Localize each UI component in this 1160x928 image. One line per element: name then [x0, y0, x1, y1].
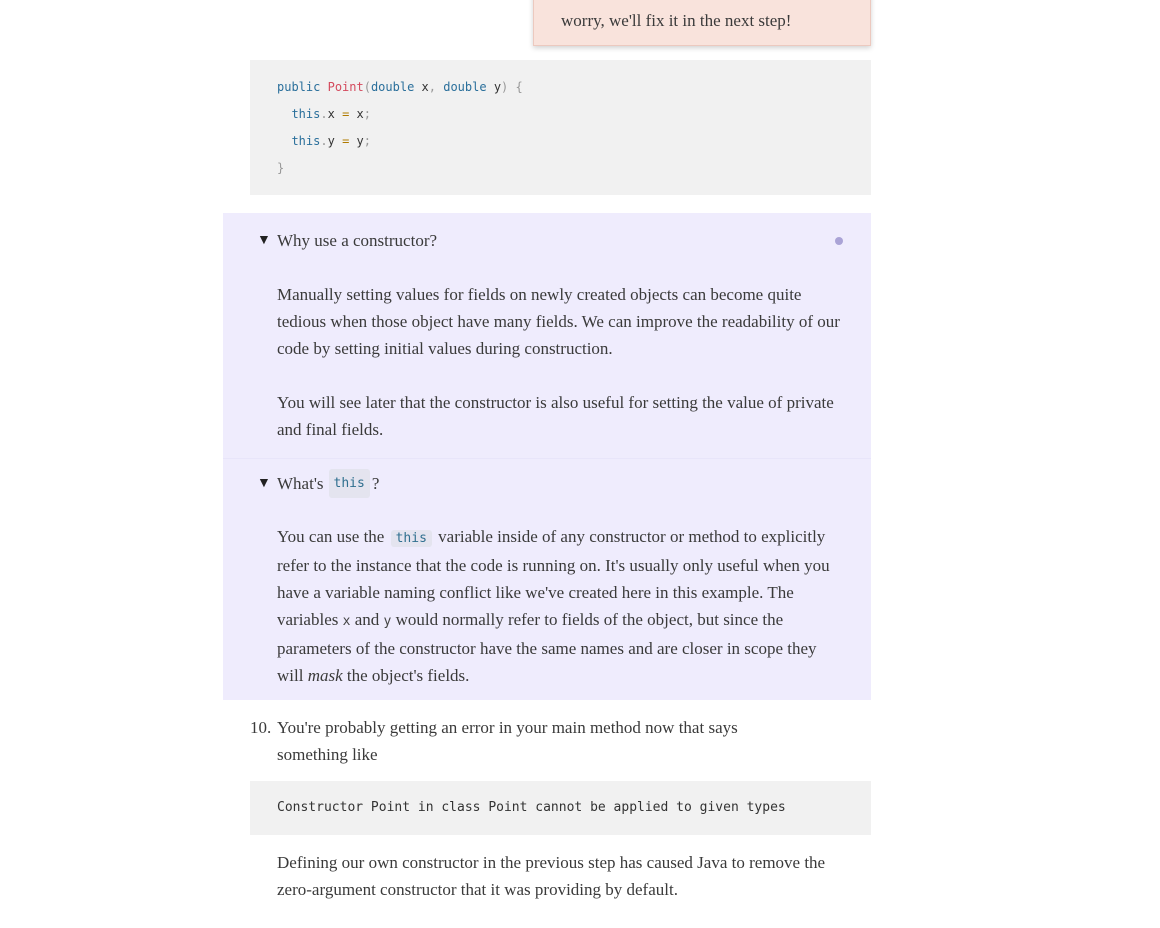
- step-number: 10.: [250, 718, 272, 737]
- code-token: .: [320, 134, 328, 148]
- summary-label: Why use a constructor?: [277, 231, 438, 250]
- inline-code: this: [391, 530, 432, 547]
- summary-suffix: ?: [371, 474, 380, 493]
- paragraph: [277, 523, 842, 689]
- code-token: (: [363, 80, 371, 94]
- code-token: ) {: [501, 80, 523, 94]
- code-line-4: }: [277, 161, 285, 175]
- code-token: double: [443, 80, 487, 94]
- details-why-constructor: [223, 213, 871, 458]
- text-run: You can use the: [277, 527, 385, 546]
- details-summary-whats-this[interactable]: [257, 469, 379, 498]
- text-run: variable inside of any constructor or method to explicitly refer to the instance that the code is running on. It's usually only useful when you have a variable naming conflict like we've created here in this example. The variables: [277, 527, 830, 629]
- paragraph: Manually setting values for fields on newly created objects can become quite tedious when those object have many fields. We can improve the readability of our code by setting initial values during construction.: [277, 285, 840, 358]
- paragraph: You will see later that the constructor is also useful for setting the value of private and final fields.: [277, 393, 834, 439]
- code-token: y: [486, 80, 502, 94]
- disclosure-triangle-icon[interactable]: ▼: [257, 233, 271, 248]
- details-whats-this: [223, 459, 871, 700]
- code-line-1: [277, 80, 523, 94]
- code-token: Point: [327, 80, 364, 94]
- code-token: this: [291, 134, 321, 148]
- text-run: the object's fields.: [346, 666, 470, 685]
- code-token: .: [320, 107, 328, 121]
- summary-label: What's: [277, 474, 324, 493]
- status-dot-icon: [835, 237, 843, 245]
- code-token: this: [291, 107, 321, 121]
- code-line: Constructor Point in class Point cannot be applied to given types: [277, 800, 786, 815]
- code-token: y: [356, 134, 364, 148]
- code-token: double: [370, 80, 415, 94]
- text-run: and: [354, 610, 380, 629]
- disclosure-triangle-icon[interactable]: ▼: [257, 476, 271, 491]
- code-token: y: [327, 134, 335, 148]
- constructor-code-block: [250, 60, 871, 195]
- code-token: =: [342, 107, 350, 121]
- details-summary-why-constructor[interactable]: [257, 227, 437, 254]
- text-run: would normally refer to fields of the object, but since the parameters of the constructor have the same names and are closer in scope they will: [277, 610, 817, 685]
- inline-code: y: [383, 614, 392, 629]
- code-token: =: [342, 134, 350, 148]
- error-code-block: [250, 781, 871, 835]
- inline-code: this: [329, 469, 370, 498]
- inline-code: x: [342, 614, 351, 629]
- code-line-3: [277, 134, 371, 148]
- step-text: You're probably getting an error in your main method now that says something like: [277, 718, 738, 764]
- emphasis: mask: [307, 666, 343, 685]
- code-token: x: [327, 107, 335, 121]
- callout-text: worry, we'll fix it in the next step!: [561, 11, 792, 30]
- paragraph: Defining our own constructor in the previous step has caused Java to remove the zero-argument constructor that it was providing by default.: [277, 853, 826, 899]
- code-token: x: [356, 107, 364, 121]
- code-token: ,: [428, 80, 436, 94]
- code-token: ;: [363, 134, 371, 148]
- code-token: x: [414, 80, 429, 94]
- code-line-2: [277, 107, 371, 121]
- warning-callout: [533, 0, 871, 46]
- code-token: ;: [363, 107, 371, 121]
- code-token: public: [277, 80, 321, 94]
